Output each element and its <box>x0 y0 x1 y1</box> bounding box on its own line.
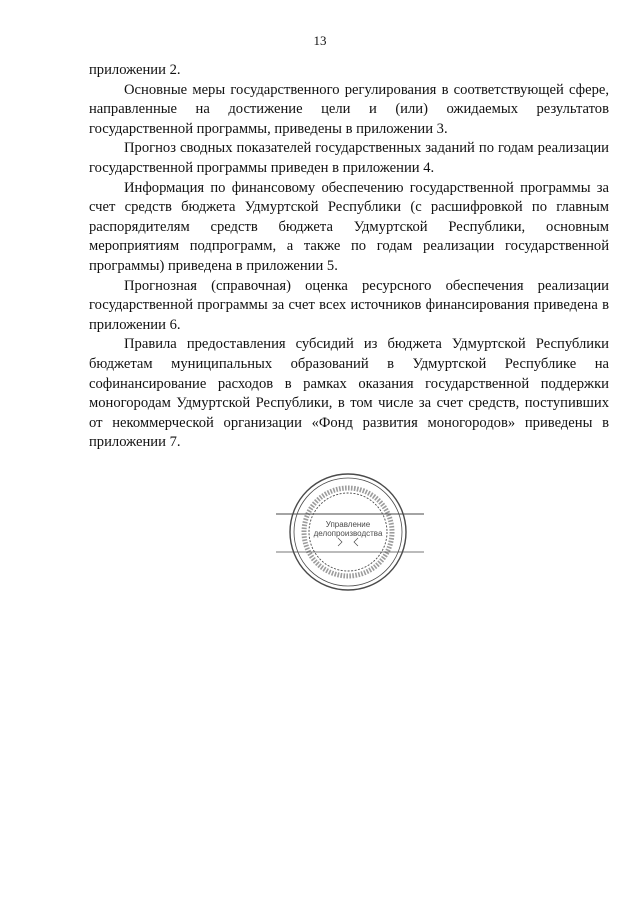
official-seal-stamp <box>276 470 426 594</box>
paragraph-resource-estimate: Прогнозная (справочная) оценка ресурсного обеспечения реализации государственной программы за счет всех источников финансирования приведена в приложении 6. <box>89 277 609 333</box>
paragraph-regulation-measures: Основные меры государственного регулирования в соответствующей сфере, направленные на достижение цели и (или) ожидаемых результатов государственной программы, приведены в приложении 3. <box>89 81 609 137</box>
stamp-text-line2: делопроизводства <box>313 529 383 538</box>
document-body <box>89 61 609 453</box>
paragraph-continuation: приложении 2. <box>89 62 181 78</box>
paragraph-forecast-indicators: Прогноз сводных показателей государственных заданий по годам реализации государственной программы приведен в приложении 4. <box>89 140 609 176</box>
paragraph-subsidy-rules: Правила предоставления субсидий из бюджета Удмуртской Республики бюджетам муниципальных образований в Удмуртской Республике на софинансирование расходов в рамках оказания государственной поддержки моногородам Удмуртской Республики, в том числе за счет средств, поступивших от некоммерческой организации «Фонд развития моногородов» приведены в приложении 7. <box>89 336 609 451</box>
page-number: 13 <box>313 33 327 48</box>
stamp-text-line1: Управление <box>325 520 371 529</box>
paragraph-financial-support: Информация по финансовому обеспечению государственной программы за счет средств бюджета Удмуртской Республики (с расшифровкой по главным распорядителям средств бюджета Удмуртской Республики, основным мероприятиям подпрограмм, а также по годам реализации государственной программы) приведена в приложении 5. <box>89 179 609 274</box>
